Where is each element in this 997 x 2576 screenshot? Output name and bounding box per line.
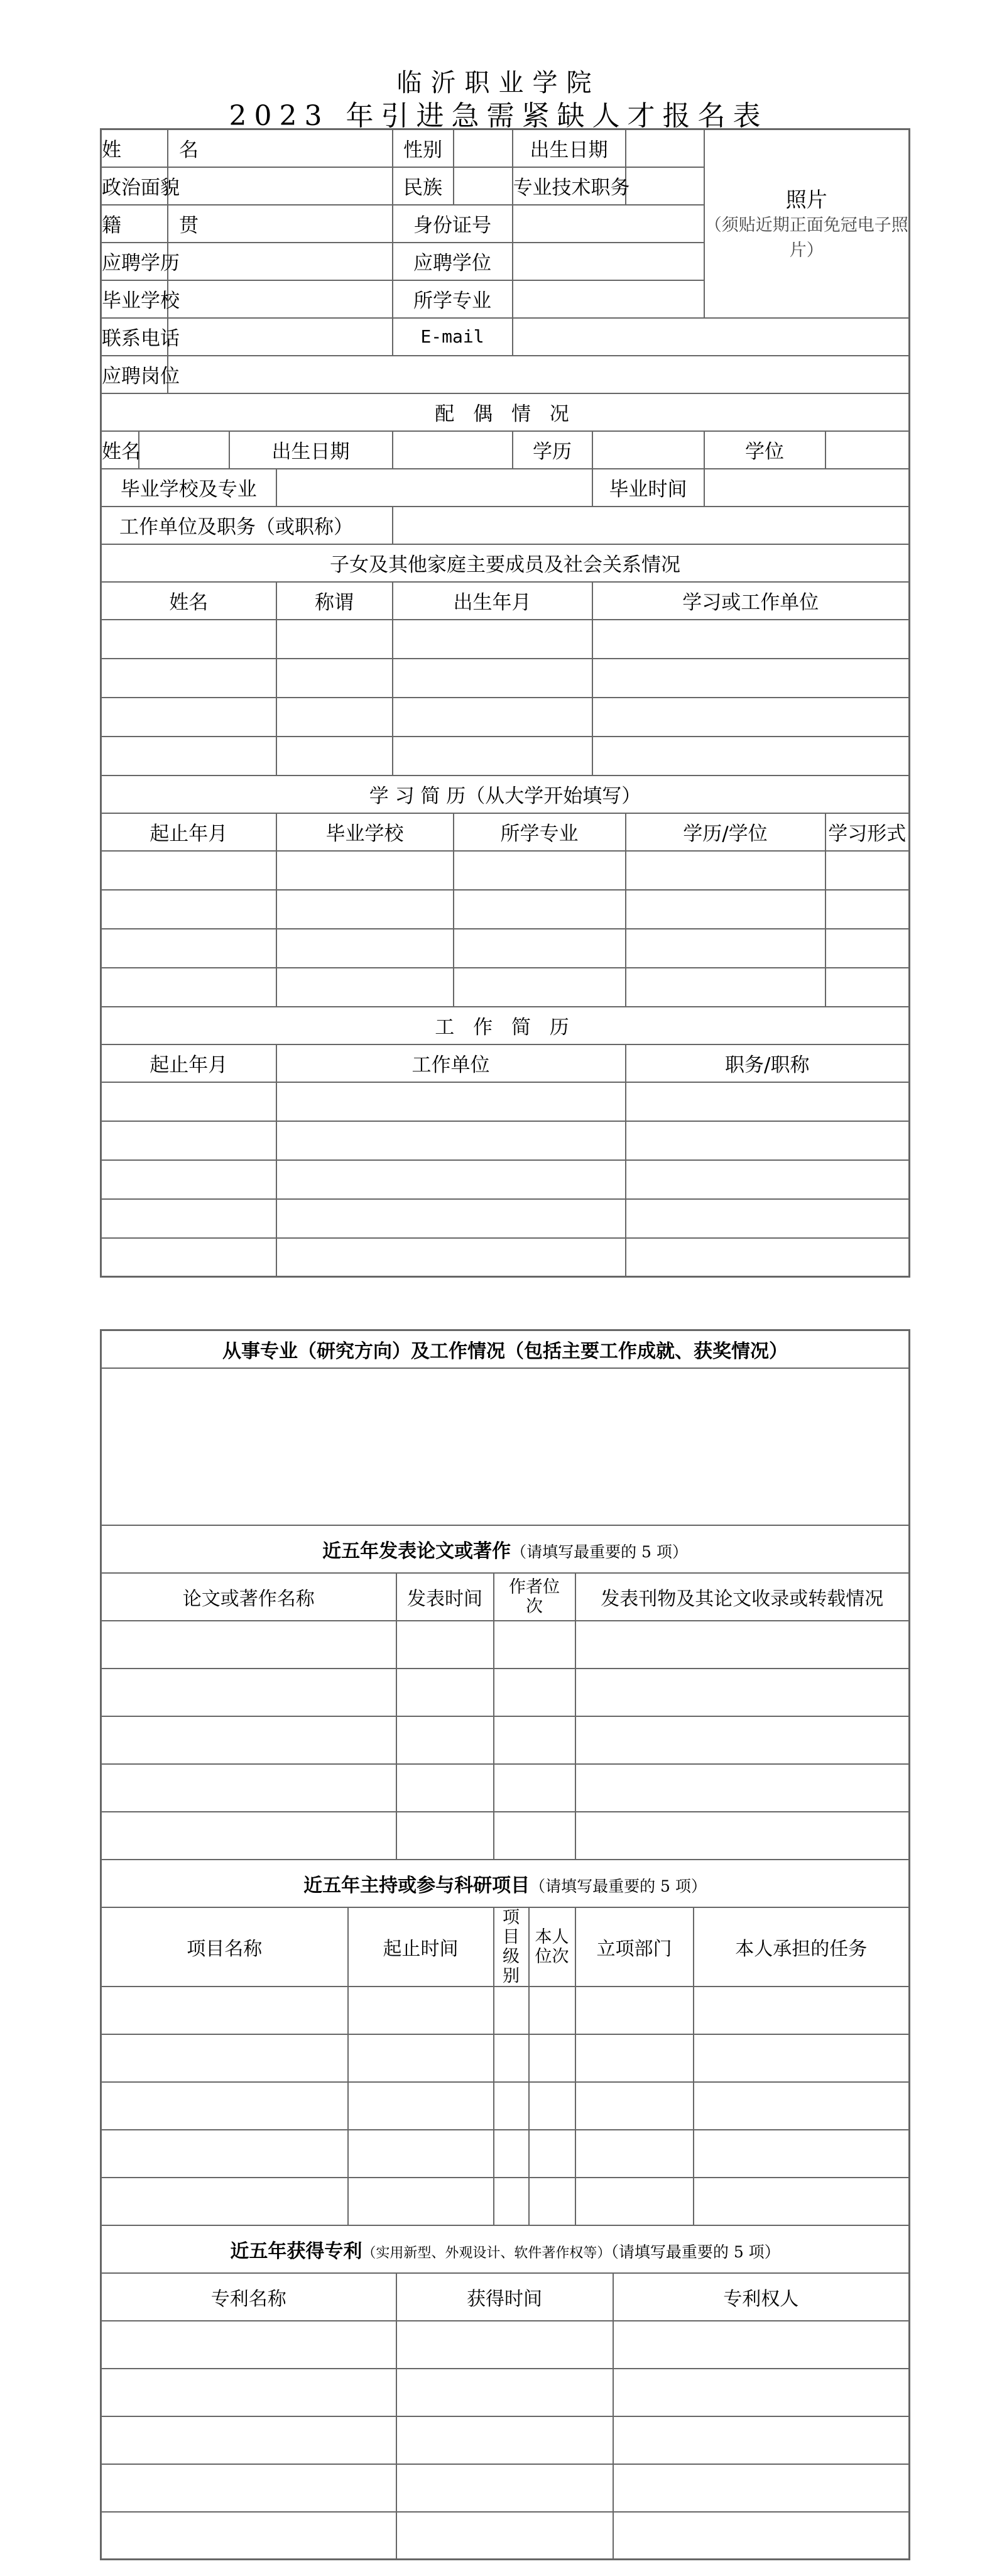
work-row: [101, 1160, 910, 1199]
study-cell[interactable]: [454, 890, 626, 929]
papers-cell[interactable]: [101, 1764, 396, 1812]
projects-cell[interactable]: [494, 1987, 529, 2034]
work-cell[interactable]: [276, 1082, 626, 1121]
patents-note: （请填写最重要的 5 项）: [611, 2242, 780, 2261]
papers-row: [101, 1764, 910, 1812]
work-cell[interactable]: [101, 1082, 276, 1121]
field-spouse-school-major[interactable]: [276, 469, 592, 507]
work-cell[interactable]: [276, 1160, 626, 1199]
family-cell[interactable]: [101, 620, 276, 659]
photo-box[interactable]: [704, 129, 910, 318]
study-cell[interactable]: [276, 968, 454, 1007]
projects-cell[interactable]: [529, 2034, 575, 2082]
form-title: 2023 年引进急需紧缺人才报名表: [229, 100, 768, 132]
projects-cell[interactable]: [575, 2034, 694, 2082]
projects-cell[interactable]: [494, 2130, 529, 2178]
projects-cell[interactable]: [348, 2034, 494, 2082]
projects-cell[interactable]: [101, 2034, 348, 2082]
patents-cell[interactable]: [613, 2369, 910, 2416]
family-row: [101, 698, 910, 737]
field-school[interactable]: [168, 280, 393, 318]
work-row: [101, 1199, 910, 1238]
work-cell[interactable]: [626, 1082, 910, 1121]
registration-form-page2: [100, 1329, 910, 2560]
patents-cell[interactable]: [101, 2321, 396, 2369]
label-politics: 政治面貌: [101, 167, 168, 205]
work-row: [101, 1238, 910, 1277]
study-row: [101, 929, 910, 968]
field-spouse-birth[interactable]: [393, 431, 513, 469]
field-birth-date[interactable]: [626, 129, 704, 167]
patents-row: [101, 2369, 910, 2416]
family-cell[interactable]: [592, 698, 910, 737]
patents-row: [101, 2321, 910, 2369]
patents-cell[interactable]: [396, 2512, 613, 2560]
projects-cell[interactable]: [101, 2082, 348, 2130]
papers-cell[interactable]: [101, 1716, 396, 1764]
patents-cell[interactable]: [613, 2464, 910, 2512]
label-tech-title: 专业技术职务: [513, 167, 626, 205]
papers-cell[interactable]: [396, 1669, 494, 1716]
field-ethnicity[interactable]: [454, 167, 513, 205]
work-cell[interactable]: [101, 1121, 276, 1160]
projects-col-task: 本人承担的任务: [694, 1907, 910, 1987]
family-row: [101, 620, 910, 659]
field-id-number[interactable]: [513, 205, 704, 243]
projects-cell[interactable]: [694, 2082, 910, 2130]
projects-row: [101, 2130, 910, 2178]
family-cell[interactable]: [393, 659, 592, 698]
study-cell[interactable]: [626, 968, 825, 1007]
family-col-unit: 学习或工作单位: [592, 582, 910, 620]
field-spouse-education[interactable]: [592, 431, 704, 469]
family-cell[interactable]: [276, 737, 393, 776]
study-cell[interactable]: [101, 851, 276, 890]
projects-cell[interactable]: [101, 1987, 348, 2034]
field-tech-title[interactable]: [626, 167, 704, 205]
label-position: 应聘岗位: [101, 356, 168, 393]
field-spouse-work-unit[interactable]: [393, 507, 910, 544]
study-cell[interactable]: [825, 851, 910, 890]
family-cell[interactable]: [592, 659, 910, 698]
patents-cell[interactable]: [396, 2321, 613, 2369]
family-cell[interactable]: [276, 698, 393, 737]
papers-cell[interactable]: [396, 1716, 494, 1764]
study-col-degree: 学历/学位: [626, 813, 825, 851]
work-heading: 工 作 简 历: [101, 1007, 910, 1044]
projects-cell[interactable]: [494, 2082, 529, 2130]
label-phone: 联系电话: [101, 318, 168, 356]
projects-cell[interactable]: [348, 2130, 494, 2178]
papers-col-author-rank: 作者位次: [494, 1573, 575, 1621]
projects-cell[interactable]: [694, 2130, 910, 2178]
patents-row: [101, 2512, 910, 2560]
field-education[interactable]: [168, 243, 393, 280]
papers-cell[interactable]: [494, 1621, 575, 1669]
family-cell[interactable]: [101, 659, 276, 698]
projects-col-level: 项目级别: [494, 1907, 529, 1987]
work-col-title: 职务/职称: [626, 1044, 910, 1082]
label-major: 所学专业: [393, 280, 513, 318]
projects-cell[interactable]: [575, 2130, 694, 2178]
photo-label: 照片: [785, 187, 827, 212]
papers-cell[interactable]: [494, 1764, 575, 1812]
label-gender: 性别: [393, 129, 454, 167]
label-degree: 应聘学位: [393, 243, 513, 280]
projects-cell[interactable]: [494, 2034, 529, 2082]
papers-cell[interactable]: [101, 1669, 396, 1716]
work-cell[interactable]: [626, 1199, 910, 1238]
projects-note: （请填写最重要的 5 项）: [530, 1877, 707, 1895]
papers-cell[interactable]: [494, 1812, 575, 1860]
field-spouse-degree[interactable]: [825, 431, 910, 469]
registration-form-page1: [100, 128, 910, 1278]
study-cell[interactable]: [454, 968, 626, 1007]
patents-cell[interactable]: [396, 2369, 613, 2416]
work-cell[interactable]: [626, 1121, 910, 1160]
projects-cell[interactable]: [529, 2130, 575, 2178]
work-cell[interactable]: [101, 1160, 276, 1199]
papers-row: [101, 1669, 910, 1716]
field-research[interactable]: [101, 1368, 910, 1525]
study-cell[interactable]: [825, 890, 910, 929]
family-row: [101, 659, 910, 698]
study-row: [101, 890, 910, 929]
patents-col-name: 专利名称: [101, 2273, 396, 2321]
patents-row: [101, 2416, 910, 2464]
projects-cell[interactable]: [529, 2082, 575, 2130]
papers-cell[interactable]: [101, 1812, 396, 1860]
family-cell[interactable]: [393, 737, 592, 776]
patents-cell[interactable]: [101, 2416, 396, 2464]
field-phone[interactable]: [168, 318, 393, 356]
papers-note: （请填写最重要的 5 项）: [511, 1542, 688, 1561]
work-cell[interactable]: [276, 1238, 626, 1277]
study-cell[interactable]: [454, 851, 626, 890]
study-cell[interactable]: [276, 890, 454, 929]
study-cell[interactable]: [626, 851, 825, 890]
study-heading: 学 习 简 历（从大学开始填写）: [101, 776, 910, 813]
papers-cell[interactable]: [396, 1812, 494, 1860]
projects-cell[interactable]: [101, 2130, 348, 2178]
papers-col-title: 论文或著作名称: [101, 1573, 396, 1621]
family-cell[interactable]: [393, 698, 592, 737]
work-col-unit: 工作单位: [276, 1044, 626, 1082]
papers-cell[interactable]: [494, 1716, 575, 1764]
label-school: 毕业学校: [101, 280, 168, 318]
projects-cell[interactable]: [694, 1987, 910, 2034]
papers-col-journal: 发表刊物及其论文收录或转载情况: [575, 1573, 910, 1621]
family-cell[interactable]: [276, 620, 393, 659]
patents-cell[interactable]: [101, 2512, 396, 2560]
projects-cell[interactable]: [529, 1987, 575, 2034]
label-spouse-name: 姓名: [101, 431, 139, 469]
field-major[interactable]: [513, 280, 704, 318]
spouse-heading: 配 偶 情 况: [101, 393, 910, 431]
projects-cell[interactable]: [348, 2082, 494, 2130]
patents-cell[interactable]: [396, 2416, 613, 2464]
label-birth-date: 出生日期: [513, 129, 626, 167]
projects-cell[interactable]: [575, 1987, 694, 2034]
patents-cell[interactable]: [396, 2464, 613, 2512]
papers-cell[interactable]: [575, 1764, 910, 1812]
papers-cell[interactable]: [494, 1669, 575, 1716]
study-row: [101, 968, 910, 1007]
projects-cell[interactable]: [694, 2034, 910, 2082]
projects-cell[interactable]: [575, 2082, 694, 2130]
label-ethnicity: 民族: [393, 167, 454, 205]
work-row: [101, 1121, 910, 1160]
projects-cell[interactable]: [348, 1987, 494, 2034]
study-cell[interactable]: [276, 929, 454, 968]
projects-row: [101, 1987, 910, 2034]
patents-heading-row: [101, 2225, 910, 2273]
papers-cell[interactable]: [575, 1621, 910, 1669]
projects-col-dept: 立项部门: [575, 1907, 694, 1987]
work-row: [101, 1082, 910, 1121]
papers-cell[interactable]: [575, 1812, 910, 1860]
papers-cell[interactable]: [396, 1764, 494, 1812]
family-col-relation: 称谓: [276, 582, 393, 620]
papers-cell[interactable]: [101, 1621, 396, 1669]
study-col-mode: 学习形式: [825, 813, 910, 851]
institution-name: 临沂职业学院: [396, 69, 601, 97]
papers-row: [101, 1812, 910, 1860]
projects-col-rank: 本人位次: [529, 1907, 575, 1987]
study-cell[interactable]: [825, 929, 910, 968]
family-heading: 子女及其他家庭主要成员及社会关系情况: [101, 544, 910, 582]
field-politics[interactable]: [168, 167, 393, 205]
projects-cell[interactable]: [694, 2178, 910, 2225]
projects-row: [101, 2034, 910, 2082]
projects-heading-row: [101, 1860, 910, 1907]
field-position[interactable]: [168, 356, 910, 393]
work-cell[interactable]: [101, 1199, 276, 1238]
family-cell[interactable]: [276, 659, 393, 698]
family-col-birth: 出生年月: [393, 582, 592, 620]
study-col-period: 起止年月: [101, 813, 276, 851]
papers-heading: 近五年发表论文或著作: [322, 1540, 511, 1562]
study-cell[interactable]: [825, 968, 910, 1007]
study-col-school: 毕业学校: [276, 813, 454, 851]
study-cell[interactable]: [454, 929, 626, 968]
projects-col-period: 起止时间: [348, 1907, 494, 1987]
label-spouse-grad-time: 毕业时间: [592, 469, 704, 507]
family-cell[interactable]: [101, 698, 276, 737]
field-gender[interactable]: [454, 129, 513, 167]
patents-subnote: （实用新型、外观设计、软件著作权等）: [362, 2245, 611, 2261]
patents-heading: 近五年获得专利: [230, 2240, 362, 2262]
study-cell[interactable]: [626, 890, 825, 929]
family-cell[interactable]: [101, 737, 276, 776]
family-cell[interactable]: [393, 620, 592, 659]
family-col-name: 姓名: [101, 582, 276, 620]
papers-heading-row: [101, 1525, 910, 1573]
label-spouse-work-unit: 工作单位及职务（或职称）: [101, 507, 393, 544]
study-cell[interactable]: [101, 890, 276, 929]
papers-cell[interactable]: [575, 1669, 910, 1716]
family-row: [101, 737, 910, 776]
projects-row: [101, 2082, 910, 2130]
field-spouse-grad-time[interactable]: [704, 469, 910, 507]
family-cell[interactable]: [592, 620, 910, 659]
papers-cell[interactable]: [575, 1716, 910, 1764]
field-email[interactable]: [513, 318, 910, 356]
label-native-place: 籍 贯: [101, 205, 168, 243]
patents-cell[interactable]: [613, 2321, 910, 2369]
work-cell[interactable]: [626, 1238, 910, 1277]
study-row: [101, 851, 910, 890]
papers-row: [101, 1621, 910, 1669]
study-cell[interactable]: [101, 929, 276, 968]
patents-row: [101, 2464, 910, 2512]
work-cell[interactable]: [626, 1160, 910, 1199]
field-spouse-name[interactable]: [139, 431, 229, 469]
papers-row: [101, 1716, 910, 1764]
projects-row: [101, 2178, 910, 2225]
field-degree[interactable]: [513, 243, 704, 280]
patents-cell[interactable]: [613, 2416, 910, 2464]
patents-col-date: 获得时间: [396, 2273, 613, 2321]
projects-cell[interactable]: [529, 2178, 575, 2225]
patents-cell[interactable]: [101, 2369, 396, 2416]
research-heading: 从事专业（研究方向）及工作情况（包括主要工作成就、获奖情况）: [101, 1330, 910, 1368]
work-cell[interactable]: [276, 1121, 626, 1160]
label-spouse-degree: 学位: [704, 431, 825, 469]
projects-col-name: 项目名称: [101, 1907, 348, 1987]
papers-col-date: 发表时间: [396, 1573, 494, 1621]
projects-cell[interactable]: [494, 2178, 529, 2225]
projects-cell[interactable]: [101, 2178, 348, 2225]
patents-cell[interactable]: [101, 2464, 396, 2512]
patents-cell[interactable]: [613, 2512, 910, 2560]
work-cell[interactable]: [276, 1199, 626, 1238]
study-col-major: 所学专业: [454, 813, 626, 851]
label-email: E-mail: [393, 318, 513, 356]
study-cell[interactable]: [101, 968, 276, 1007]
study-cell[interactable]: [626, 929, 825, 968]
label-spouse-education: 学历: [513, 431, 592, 469]
label-education: 应聘学历: [101, 243, 168, 280]
label-id-number: 身份证号: [393, 205, 513, 243]
study-cell[interactable]: [276, 851, 454, 890]
patents-col-holder: 专利权人: [613, 2273, 910, 2321]
work-cell[interactable]: [101, 1238, 276, 1277]
work-col-period: 起止年月: [101, 1044, 276, 1082]
projects-heading: 近五年主持或参与科研项目: [303, 1874, 530, 1897]
papers-cell[interactable]: [396, 1621, 494, 1669]
family-cell[interactable]: [592, 737, 910, 776]
label-name: 姓 名: [101, 129, 168, 167]
projects-cell[interactable]: [575, 2178, 694, 2225]
label-spouse-school-major: 毕业学校及专业: [101, 469, 276, 507]
projects-cell[interactable]: [348, 2178, 494, 2225]
photo-note: （须贴近期正面免冠电子照片）: [704, 216, 908, 261]
label-spouse-birth: 出生日期: [229, 431, 393, 469]
